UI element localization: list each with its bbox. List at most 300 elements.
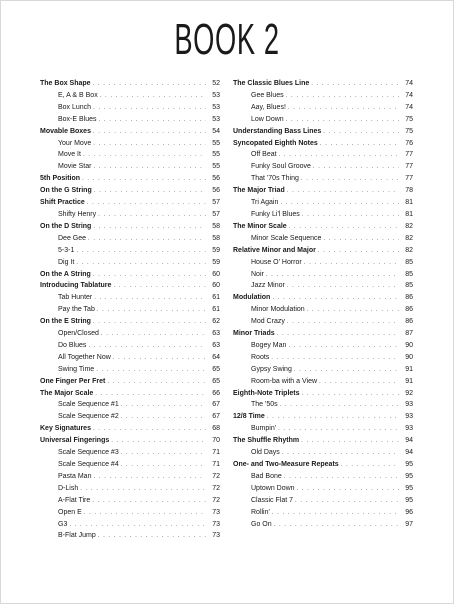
toc-entry-title: Old Days bbox=[251, 449, 280, 457]
toc-subentry bbox=[233, 209, 413, 221]
toc-page-number: 63 bbox=[212, 341, 220, 349]
toc-entry-title: 12/8 Time bbox=[233, 413, 265, 421]
toc-leader-dots bbox=[284, 472, 399, 483]
toc-entry-title: Box Lunch bbox=[58, 103, 92, 111]
toc-leader-dots bbox=[318, 246, 399, 257]
toc-section bbox=[233, 328, 413, 340]
toc-entry-title: Mod Crazy bbox=[251, 318, 285, 326]
toc-page-number: 53 bbox=[212, 103, 220, 111]
toc-page-number: 74 bbox=[405, 103, 413, 111]
toc-entry-title: Pay the Tab bbox=[58, 306, 95, 314]
toc-entry-title: Bumpin' bbox=[251, 425, 277, 433]
toc-entry-title: Syncopated Eighth Notes bbox=[233, 139, 318, 147]
toc-entry-title: 5th Position bbox=[40, 175, 81, 183]
toc-section bbox=[40, 221, 220, 233]
toc-entry-title: Shifty Henry bbox=[58, 210, 97, 218]
toc-leader-dots bbox=[93, 424, 206, 435]
toc-leader-dots bbox=[295, 496, 399, 507]
toc-leader-dots bbox=[323, 127, 399, 138]
toc-entry-title: Aay, Blues! bbox=[251, 103, 286, 111]
toc-page-number: 82 bbox=[405, 234, 413, 242]
toc-leader-dots bbox=[113, 281, 206, 292]
toc-section bbox=[233, 435, 413, 447]
toc-subentry bbox=[233, 197, 413, 209]
toc-entry-title: The Minor Scale bbox=[233, 222, 287, 230]
toc-subentry bbox=[233, 257, 413, 269]
toc-subentry bbox=[40, 399, 220, 411]
toc-subentry bbox=[233, 399, 413, 411]
toc-subentry bbox=[40, 328, 220, 340]
toc-leader-dots bbox=[272, 293, 399, 304]
toc-entry-title: Scale Sequence #4 bbox=[58, 461, 119, 468]
toc-leader-dots bbox=[266, 270, 399, 281]
toc-subentry bbox=[40, 245, 220, 257]
toc-entry-title: Minor Modulation bbox=[251, 306, 305, 314]
toc-right-column bbox=[233, 78, 413, 530]
toc-leader-dots bbox=[98, 210, 206, 221]
toc-page-number: 57 bbox=[212, 199, 220, 207]
toc-leader-dots bbox=[121, 412, 206, 423]
toc-leader-dots bbox=[111, 436, 206, 447]
toc-page-number: 70 bbox=[212, 437, 220, 445]
toc-leader-dots bbox=[272, 508, 399, 519]
toc-leader-dots bbox=[98, 531, 206, 542]
toc-page-number: 78 bbox=[405, 187, 413, 195]
toc-subentry bbox=[40, 149, 220, 161]
toc-leader-dots bbox=[80, 484, 206, 495]
toc-page-number: 77 bbox=[405, 175, 413, 183]
toc-leader-dots bbox=[288, 103, 399, 114]
toc-section bbox=[233, 185, 413, 197]
toc-subentry bbox=[233, 102, 413, 114]
toc-entry-title: Bogey Man bbox=[251, 341, 287, 349]
toc-section bbox=[233, 126, 413, 138]
toc-entry-title: Open/Closed bbox=[58, 330, 99, 338]
toc-page-number: 56 bbox=[212, 187, 220, 195]
toc-page-number: 92 bbox=[405, 389, 413, 397]
toc-subentry bbox=[233, 233, 413, 245]
toc-page-number: 55 bbox=[212, 139, 220, 147]
toc-section bbox=[233, 138, 413, 150]
toc-section bbox=[233, 388, 413, 400]
toc-entry-title: G3 bbox=[58, 520, 68, 528]
toc-subentry bbox=[233, 173, 413, 185]
toc-leader-dots bbox=[319, 377, 399, 388]
toc-section bbox=[40, 173, 220, 185]
toc-entry-title: Key Signatures bbox=[40, 425, 91, 433]
toc-leader-dots bbox=[323, 234, 399, 245]
toc-leader-dots bbox=[94, 186, 206, 197]
toc-leader-dots bbox=[313, 162, 399, 173]
toc-subentry bbox=[40, 459, 220, 471]
toc-leader-dots bbox=[84, 508, 206, 519]
toc-leader-dots bbox=[93, 103, 206, 114]
toc-page-number: 68 bbox=[212, 425, 220, 433]
toc-entry-title: Do Blues bbox=[58, 341, 87, 349]
toc-page-number: 59 bbox=[212, 246, 220, 254]
toc-page-number: 74 bbox=[405, 80, 413, 87]
toc-left-column bbox=[40, 78, 220, 542]
toc-leader-dots bbox=[94, 293, 206, 304]
toc-entry-title: Open E bbox=[58, 508, 82, 516]
toc-section bbox=[40, 388, 220, 400]
toc-section bbox=[40, 280, 220, 292]
toc-leader-dots bbox=[83, 150, 206, 161]
toc-page-number: 71 bbox=[212, 461, 220, 468]
toc-section bbox=[40, 78, 220, 90]
toc-leader-dots bbox=[282, 448, 399, 459]
toc-leader-dots bbox=[99, 115, 206, 126]
toc-leader-dots bbox=[297, 484, 399, 495]
toc-page-number: 61 bbox=[212, 294, 220, 302]
toc-page-number: 91 bbox=[405, 377, 413, 385]
toc-leader-dots bbox=[88, 341, 206, 352]
toc-page-number: 77 bbox=[405, 151, 413, 159]
toc-entry-title: On the A String bbox=[40, 270, 91, 278]
toc-subentry bbox=[233, 352, 413, 364]
toc-entry-title: All Together Now bbox=[58, 353, 111, 361]
toc-entry-title: B-Flat Jump bbox=[58, 532, 96, 540]
toc-entry-title: Your Move bbox=[58, 139, 92, 147]
toc-entry-title: Funky Li'l Blues bbox=[251, 210, 300, 218]
toc-entry-title: Move It bbox=[58, 151, 81, 159]
toc-entry-title: Shift Practice bbox=[40, 199, 85, 207]
toc-entry-title: The Box Shape bbox=[40, 80, 91, 87]
toc-leader-dots bbox=[287, 281, 399, 292]
toc-page-number: 90 bbox=[405, 341, 413, 349]
toc-subentry bbox=[233, 304, 413, 316]
toc-subentry bbox=[40, 90, 220, 102]
toc-page-number: 74 bbox=[405, 91, 413, 99]
toc-page-number: 93 bbox=[405, 401, 413, 409]
toc-page-number: 58 bbox=[212, 222, 220, 230]
toc-entry-title: The Major Triad bbox=[233, 187, 285, 195]
toc-leader-dots bbox=[93, 472, 206, 483]
toc-page-number: 56 bbox=[212, 175, 220, 183]
toc-entry-title: Jazz Minor bbox=[251, 282, 285, 290]
toc-page-number: 93 bbox=[405, 425, 413, 433]
toc-leader-dots bbox=[278, 424, 399, 435]
toc-leader-dots bbox=[289, 222, 399, 233]
toc-entry-title: House O' Horror bbox=[251, 258, 302, 266]
toc-leader-dots bbox=[93, 270, 206, 281]
toc-page-number: 95 bbox=[405, 496, 413, 504]
toc-leader-dots bbox=[76, 258, 206, 269]
toc-page-number: 72 bbox=[212, 496, 220, 504]
toc-entry-title: Introducing Tablature bbox=[40, 282, 112, 290]
toc-subentry bbox=[40, 340, 220, 352]
toc-subentry bbox=[40, 507, 220, 519]
toc-section bbox=[233, 292, 413, 304]
toc-leader-dots bbox=[341, 460, 399, 471]
toc-subentry bbox=[40, 530, 220, 542]
toc-subentry bbox=[40, 364, 220, 376]
toc-entry-title: Universal Fingerings bbox=[40, 437, 110, 445]
toc-subentry bbox=[233, 519, 413, 531]
toc-entry-title: Box-E Blues bbox=[58, 115, 97, 123]
toc-page-number: 58 bbox=[212, 234, 220, 242]
toc-leader-dots bbox=[301, 174, 399, 185]
toc-page-number: 86 bbox=[405, 306, 413, 314]
toc-section bbox=[233, 411, 413, 423]
toc-leader-dots bbox=[277, 329, 399, 340]
toc-subentry bbox=[40, 292, 220, 304]
toc-subentry bbox=[233, 471, 413, 483]
toc-leader-dots bbox=[271, 353, 399, 364]
toc-leader-dots bbox=[97, 305, 206, 316]
toc-subentry bbox=[233, 483, 413, 495]
toc-page-number: 97 bbox=[405, 520, 413, 528]
toc-leader-dots bbox=[307, 305, 399, 316]
toc-subentry bbox=[233, 280, 413, 292]
toc-entry-title: Minor Scale Sequence bbox=[251, 234, 322, 242]
toc-subentry bbox=[40, 483, 220, 495]
toc-leader-dots bbox=[93, 139, 206, 150]
toc-subentry bbox=[233, 495, 413, 507]
toc-entry-title: Gee Blues bbox=[251, 91, 284, 99]
toc-entry-title: Rollin' bbox=[251, 508, 270, 516]
toc-leader-dots bbox=[286, 115, 399, 126]
toc-page-number: 73 bbox=[212, 508, 220, 516]
toc-subentry bbox=[233, 114, 413, 126]
toc-subentry bbox=[40, 114, 220, 126]
toc-subentry bbox=[40, 447, 220, 459]
toc-entry-title: Uptown Down bbox=[251, 484, 295, 492]
toc-page-number: 93 bbox=[405, 413, 413, 421]
toc-entry-title: On the G String bbox=[40, 187, 92, 195]
toc-leader-dots bbox=[274, 520, 399, 531]
toc-entry-title: Tri Again bbox=[251, 199, 279, 207]
toc-leader-dots bbox=[96, 365, 206, 376]
toc-section bbox=[40, 316, 220, 328]
toc-page-number: 94 bbox=[405, 449, 413, 457]
toc-leader-dots bbox=[88, 234, 206, 245]
toc-entry-title: Gypsy Swing bbox=[251, 365, 292, 373]
toc-page-number: 53 bbox=[212, 115, 220, 123]
toc-subentry bbox=[40, 161, 220, 173]
toc-section bbox=[40, 126, 220, 138]
toc-subentry bbox=[233, 447, 413, 459]
toc-page-number: 65 bbox=[212, 377, 220, 385]
toc-page-number: 75 bbox=[405, 127, 413, 135]
toc-entry-title: A-Flat Tire bbox=[58, 496, 91, 504]
toc-page-number: 85 bbox=[405, 282, 413, 290]
toc-entry-title: One Finger Per Fret bbox=[40, 377, 106, 385]
toc-subentry bbox=[233, 376, 413, 388]
toc-page-number: 52 bbox=[212, 80, 220, 87]
toc-page-number: 82 bbox=[405, 246, 413, 254]
toc-section bbox=[40, 376, 220, 388]
toc-page-number: 62 bbox=[212, 318, 220, 326]
toc-page-number: 67 bbox=[212, 413, 220, 421]
toc-page-number: 86 bbox=[405, 318, 413, 326]
toc-page-number: 77 bbox=[405, 163, 413, 171]
toc-leader-dots bbox=[121, 460, 206, 471]
toc-entry-title: Modulation bbox=[233, 294, 271, 302]
toc-leader-dots bbox=[286, 91, 399, 102]
toc-entry-title: Scale Sequence #2 bbox=[58, 413, 119, 421]
toc-entry-title: Go On bbox=[251, 520, 272, 528]
toc-leader-dots bbox=[113, 353, 206, 364]
toc-page-number: 96 bbox=[405, 508, 413, 516]
toc-entry-title: Pasta Man bbox=[58, 472, 92, 480]
toc-entry-title: Off Beat bbox=[251, 151, 277, 159]
toc-leader-dots bbox=[121, 400, 206, 411]
toc-entry-title: On the D String bbox=[40, 222, 92, 230]
toc-leader-dots bbox=[121, 448, 206, 459]
toc-entry-title: Dee Gee bbox=[58, 234, 87, 242]
toc-leader-dots bbox=[302, 389, 400, 400]
toc-subentry bbox=[40, 257, 220, 269]
toc-page-number: 57 bbox=[212, 210, 220, 218]
toc-leader-dots bbox=[311, 79, 399, 90]
toc-section bbox=[40, 269, 220, 281]
toc-entry-title: The Classic Blues Line bbox=[233, 80, 310, 87]
toc-section bbox=[40, 435, 220, 447]
toc-entry-title: Noir bbox=[251, 270, 264, 278]
toc-subentry bbox=[233, 149, 413, 161]
toc-entry-title: Funky Soul Groove bbox=[251, 163, 311, 171]
toc-page-number: 91 bbox=[405, 365, 413, 373]
toc-page-number: 81 bbox=[405, 199, 413, 207]
toc-entry-title: The Shuffle Rhythm bbox=[233, 437, 300, 445]
toc-leader-dots bbox=[93, 222, 206, 233]
toc-leader-dots bbox=[100, 91, 206, 102]
toc-subentry bbox=[233, 423, 413, 435]
toc-leader-dots bbox=[93, 162, 206, 173]
toc-entry-title: Room-ba with a View bbox=[251, 377, 318, 385]
toc-leader-dots bbox=[93, 127, 206, 138]
toc-page-number: 53 bbox=[212, 91, 220, 99]
toc-leader-dots bbox=[69, 520, 206, 531]
toc-leader-dots bbox=[95, 389, 206, 400]
toc-leader-dots bbox=[267, 412, 399, 423]
toc-page-number: 59 bbox=[212, 258, 220, 266]
toc-page-number: 73 bbox=[212, 520, 220, 528]
toc-entry-title: Understanding Bass Lines bbox=[233, 127, 322, 135]
toc-page-number: 85 bbox=[405, 258, 413, 266]
toc-subentry bbox=[233, 316, 413, 328]
toc-page-number: 81 bbox=[405, 210, 413, 218]
toc-subentry bbox=[40, 233, 220, 245]
toc-page-number: 90 bbox=[405, 353, 413, 361]
toc-page-number: 76 bbox=[405, 139, 413, 147]
toc-page-number: 63 bbox=[212, 330, 220, 338]
toc-entry-title: Low Down bbox=[251, 115, 284, 123]
toc-entry-title: E, A & B Box bbox=[58, 91, 98, 99]
toc-page-number: 72 bbox=[212, 484, 220, 492]
toc-leader-dots bbox=[82, 174, 206, 185]
toc-leader-dots bbox=[76, 246, 206, 257]
toc-entry-title: D-Lish bbox=[58, 484, 79, 492]
toc-subentry bbox=[40, 138, 220, 150]
toc-subentry bbox=[40, 411, 220, 423]
toc-subentry bbox=[40, 471, 220, 483]
toc-entry-title: Movable Boxes bbox=[40, 127, 91, 135]
toc-leader-dots bbox=[279, 150, 399, 161]
toc-leader-dots bbox=[287, 317, 399, 328]
toc-page-number: 95 bbox=[405, 472, 413, 480]
toc-leader-dots bbox=[92, 496, 206, 507]
toc-page-number: 60 bbox=[212, 282, 220, 290]
toc-entry-title: Movie Star bbox=[58, 163, 92, 171]
toc-leader-dots bbox=[294, 365, 399, 376]
toc-subentry bbox=[40, 304, 220, 316]
toc-entry-title: The '50s bbox=[251, 401, 278, 409]
toc-leader-dots bbox=[280, 400, 399, 411]
toc-subentry bbox=[40, 209, 220, 221]
toc-page-number: 72 bbox=[212, 472, 220, 480]
toc-page-number: 86 bbox=[405, 294, 413, 302]
toc-subentry bbox=[233, 269, 413, 281]
toc-subentry bbox=[233, 364, 413, 376]
page-title: BOOK 2 bbox=[174, 15, 280, 64]
toc-page-number: 55 bbox=[212, 163, 220, 171]
toc-page-number: 54 bbox=[212, 127, 220, 135]
toc-leader-dots bbox=[288, 341, 399, 352]
toc-subentry bbox=[40, 519, 220, 531]
toc-entry-title: Minor Triads bbox=[233, 330, 275, 338]
toc-section bbox=[233, 221, 413, 233]
toc-subentry bbox=[233, 161, 413, 173]
toc-leader-dots bbox=[320, 139, 399, 150]
toc-subentry bbox=[40, 352, 220, 364]
toc-subentry bbox=[233, 507, 413, 519]
toc-leader-dots bbox=[301, 436, 399, 447]
toc-entry-title: One- and Two-Measure Repeats bbox=[233, 461, 339, 468]
toc-leader-dots bbox=[302, 210, 399, 221]
toc-section bbox=[40, 185, 220, 197]
toc-subentry bbox=[40, 102, 220, 114]
toc-page-number: 95 bbox=[405, 461, 413, 468]
toc-page-number: 73 bbox=[212, 532, 220, 540]
toc-entry-title: Eighth-Note Triplets bbox=[233, 389, 300, 397]
toc-page-number: 60 bbox=[212, 270, 220, 278]
toc-page-number: 94 bbox=[405, 437, 413, 445]
toc-page-number: 61 bbox=[212, 306, 220, 314]
toc-section bbox=[233, 459, 413, 471]
toc-page-number: 66 bbox=[212, 389, 220, 397]
toc-leader-dots bbox=[93, 317, 206, 328]
toc-entry-title: Scale Sequence #1 bbox=[58, 401, 119, 409]
toc-page-number: 55 bbox=[212, 151, 220, 159]
toc-subentry bbox=[233, 90, 413, 102]
toc-page-number: 67 bbox=[212, 401, 220, 409]
toc-entry-title: Swing Time bbox=[58, 365, 95, 373]
toc-entry-title: Dig It bbox=[58, 258, 75, 266]
toc-leader-dots bbox=[107, 377, 206, 388]
toc-leader-dots bbox=[87, 198, 206, 209]
toc-entry-title: 5-3-1 bbox=[58, 246, 75, 254]
toc-section bbox=[233, 245, 413, 257]
toc-entry-title: The Major Scale bbox=[40, 389, 94, 397]
toc-page-number: 64 bbox=[212, 353, 220, 361]
toc-entry-title: Scale Sequence #3 bbox=[58, 449, 119, 457]
toc-page-number: 87 bbox=[405, 330, 413, 338]
toc-subentry bbox=[40, 495, 220, 507]
toc-leader-dots bbox=[93, 79, 206, 90]
toc-entry-title: Bad Bone bbox=[251, 472, 282, 480]
toc-page-number: 82 bbox=[405, 222, 413, 230]
toc-page-number: 71 bbox=[212, 449, 220, 457]
toc-section bbox=[233, 78, 413, 90]
toc-section bbox=[40, 197, 220, 209]
toc-entry-title: That '70s Thing bbox=[251, 175, 299, 183]
toc-entry-title: Relative Minor and Major bbox=[233, 246, 316, 254]
toc-page-number: 75 bbox=[405, 115, 413, 123]
toc-subentry bbox=[233, 340, 413, 352]
toc-page-number: 95 bbox=[405, 484, 413, 492]
